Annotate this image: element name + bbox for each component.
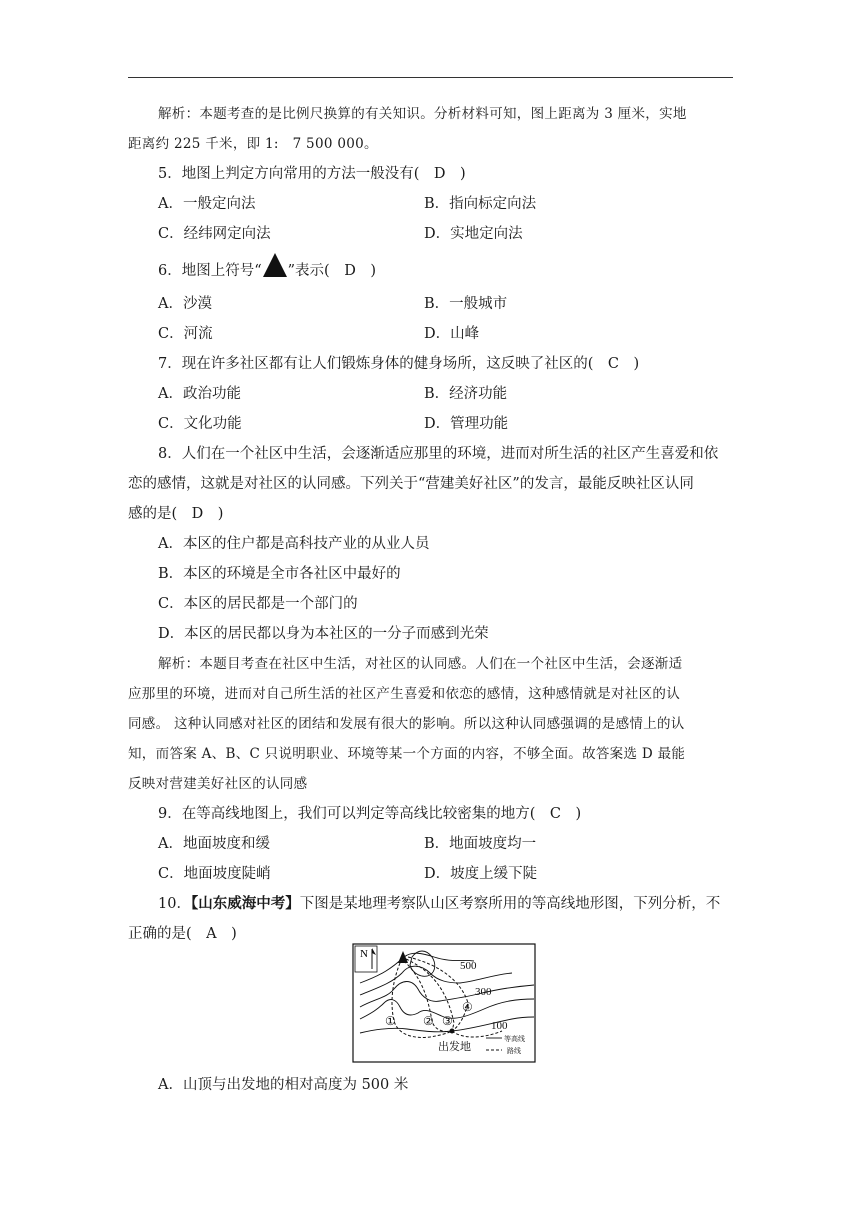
question-6-options-row-1 xyxy=(158,289,733,319)
page-content xyxy=(128,99,733,949)
question-8-stem-line-2: 恋的感情，这就是对社区的认同感。下列关于“营建美好社区”的发言，最能反映社区认同 xyxy=(128,476,694,492)
q5-option-b: B．指向标定向法 xyxy=(424,196,537,212)
point-4: ④ xyxy=(462,1000,473,1014)
explanation-q8-line-1: 解析：本题目考查在社区中生活，对社区的认同感。人们在一个社区中生活，会逐渐适 xyxy=(158,656,683,672)
contour-label-100: 100 xyxy=(491,1020,508,1032)
q6-stem-before: 6．地图上符号“ xyxy=(158,263,262,279)
question-9-options-row-1 xyxy=(158,829,733,859)
start-label: 出发地 xyxy=(438,1041,471,1053)
question-5-options-row-2 xyxy=(158,219,733,249)
q8-option-b: B．本区的环境是全市各社区中最好的 xyxy=(158,566,401,582)
q8-option-d: D．本区的居民都以身为本社区的一分子而感到光荣 xyxy=(158,626,489,642)
explanation-q4-line-1: 解析：本题考查的是比例尺换算的有关知识。分析材料可知，图上距离为 3 厘米，实地 xyxy=(158,106,687,122)
legend-contour-label: 等高线 xyxy=(504,1035,525,1043)
start-point-marker xyxy=(450,1029,455,1034)
question-7-options-row-1 xyxy=(158,379,733,409)
q7-option-c: C．文化功能 xyxy=(158,416,242,432)
q8-option-a: A．本区的住户都是高科技产业的从业人员 xyxy=(158,536,430,552)
question-7-options-row-2 xyxy=(158,409,733,439)
q6-option-c: C．河流 xyxy=(158,326,213,342)
q7-option-b: B．经济功能 xyxy=(424,386,508,402)
contour-label-300: 300 xyxy=(475,986,492,998)
question-10-stem-line-1 xyxy=(158,889,733,919)
q6-option-b: B．一般城市 xyxy=(424,296,508,312)
q9-option-b: B．地面坡度均一 xyxy=(424,836,537,852)
question-5-stem: 5．地图上判定方向常用的方法一般没有( D ) xyxy=(158,166,466,182)
contour-label-500: 500 xyxy=(460,960,477,972)
q7-option-a: A．政治功能 xyxy=(158,386,241,402)
question-8-stem-line-3: 感的是( D ) xyxy=(128,506,224,522)
question-10-stem-line-2: 正确的是( A ) xyxy=(128,926,237,942)
point-3: ③ xyxy=(442,1014,453,1028)
question-5-options-row-1 xyxy=(158,189,733,219)
q10-stem-rest: 下图是某地理考察队山区考察所用的等高线地形图，下列分析，不 xyxy=(299,896,721,912)
q9-option-c: C．地面坡度陡峭 xyxy=(158,866,271,882)
header-rule xyxy=(128,77,733,78)
q10-source: 【山东威海中考】 xyxy=(190,895,300,912)
q9-option-d: D．坡度上缓下陡 xyxy=(424,866,538,882)
north-arrow-icon xyxy=(355,946,377,972)
explanation-q8-line-2: 应那里的环境，进而对自己所生活的社区产生喜爱和依恋的感情，这种感情就是对社区的认 xyxy=(128,686,680,702)
q5-option-c: C．经纬网定向法 xyxy=(158,226,271,242)
q6-option-d: D．山峰 xyxy=(424,326,480,342)
explanation-q8-line-4: 知，而答案 A、B、C 只说明职业、环境等某一个方面的内容，不够全面。故答案选 D 最能 xyxy=(128,746,686,762)
q6-option-a: A．沙漠 xyxy=(158,296,212,312)
question-7-stem: 7．现在许多社区都有让人们锻炼身体的健身场所，这反映了社区的( C ) xyxy=(158,356,640,372)
q10-number: 10． xyxy=(158,896,191,912)
legend-route-label: 路线 xyxy=(507,1047,521,1055)
black-triangle-icon xyxy=(263,253,287,277)
explanation-q4-line-2: 距离约 225 千米，即 1: 7 500 000。 xyxy=(128,136,378,152)
q7-option-d: D．管理功能 xyxy=(424,416,509,432)
point-2: ② xyxy=(423,1014,434,1028)
question-8-stem-line-1: 8．人们在一个社区中生活，会逐渐适应那里的环境，进而对所生活的社区产生喜爱和依 xyxy=(158,446,719,462)
q5-option-d: D．实地定向法 xyxy=(424,226,523,242)
question-6-stem xyxy=(158,249,733,289)
q10-option-a: A．山顶与出发地的相对高度为 500 米 xyxy=(158,1077,409,1093)
north-label: N xyxy=(360,948,368,960)
explanation-q8-line-3: 同感。 这种认同感对社区的团结和发展有很大的影响。所以这种认同感强调的是感情上的认 xyxy=(128,716,685,732)
question-6-options-row-2 xyxy=(158,319,733,349)
q6-stem-after: ”表示( D ) xyxy=(287,263,376,279)
q5-option-a: A．一般定向法 xyxy=(158,196,256,212)
question-9-stem: 9．在等高线地图上，我们可以判定等高线比较密集的地方( C ) xyxy=(158,806,582,822)
explanation-q8-line-5: 反映对营建美好社区的认同感 xyxy=(128,776,308,792)
q8-option-c: C．本区的居民都是一个部门的 xyxy=(158,596,358,612)
contour-map xyxy=(352,943,538,1065)
point-1: ① xyxy=(385,1014,396,1028)
question-9-options-row-2 xyxy=(158,859,733,889)
q9-option-a: A．地面坡度和缓 xyxy=(158,836,270,852)
